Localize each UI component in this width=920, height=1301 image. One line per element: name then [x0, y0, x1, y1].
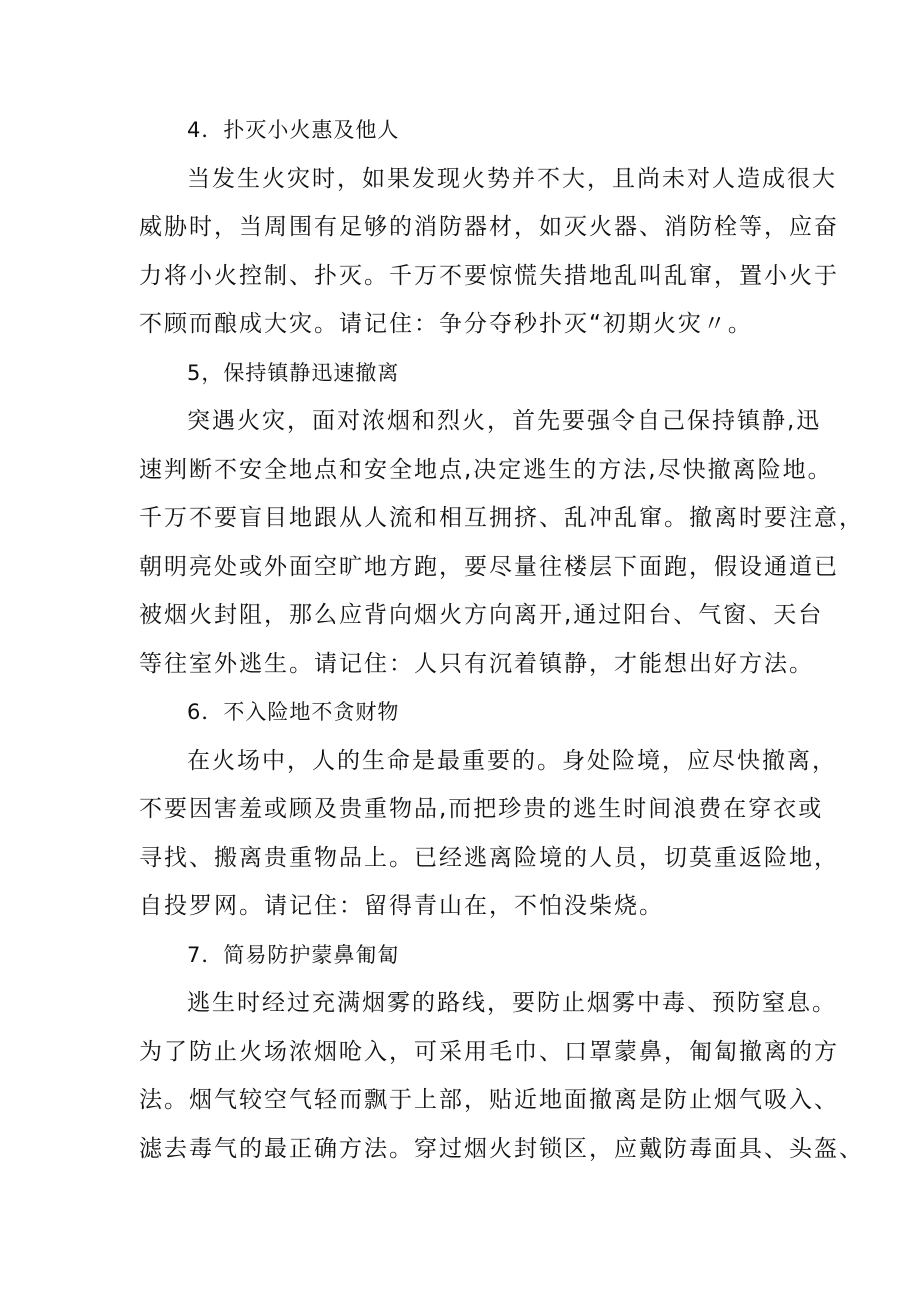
paragraph-line: 为了防止火场浓烟呛入，可采用毛巾、口罩蒙鼻，匍匐撤离的方 [139, 1038, 839, 1065]
paragraph-line: 突遇火灾，面对浓烟和烈火，首先要强令自己保持镇静,迅 [187, 408, 822, 434]
paragraph-line: 法。烟气较空气轻而飘于上部，贴近地面撤离是防止烟气吸入、 [139, 1087, 839, 1113]
document-body [139, 106, 864, 1173]
paragraph-line: 不顾而酿成大灾。请记住：争分夺秒扑灭“初期火灾〃。 [139, 311, 753, 337]
section-heading-5: 5，保持镇静迅速撤离 [187, 360, 400, 385]
paragraph-line: 朝明亮处或外面空旷地方跑，要尽量往楼层下面跑，假设通道已 [139, 553, 839, 580]
paragraph-line: 速判断不安全地点和安全地点,决定逃生的方法,尽快撤离险地。 [139, 456, 833, 483]
paragraph-line: 等往室外逃生。请记住：人只有沉着镇静，才能想出好方法。 [139, 650, 814, 677]
paragraph-line: 滤去毒气的最正确方法。穿过烟火封锁区，应戴防毒面具、头盔、 [139, 1135, 864, 1162]
section-heading-6: 6．不入险地不贪财物 [187, 700, 400, 724]
paragraph-line: 威胁时，当周围有足够的消防器材，如灭火器、消防栓等，应奋 [139, 214, 839, 240]
paragraph-line: 在火场中，人的生命是最重要的。身处险境，应尽快撤离， [187, 747, 837, 774]
section-heading-4: 4．扑灭小火惠及他人 [187, 118, 400, 142]
paragraph-line: 不要因害羞或顾及贵重物品,而把珍贵的逃生时间浪费在穿衣或 [139, 796, 824, 822]
paragraph-line: 自投罗网。请记住：留得青山在，不怕没柴烧。 [139, 893, 664, 919]
paragraph-line: 寻找、搬离贵重物品上。已经逃离险境的人员，切莫重返险地， [139, 844, 839, 871]
paragraph-line: 当发生火灾时，如果发现火势并不大，且尚未对人造成很大 [187, 165, 837, 192]
paragraph-line: 逃生时经过充满烟雾的路线，要防止烟雾中毒、预防窒息。 [187, 990, 837, 1016]
paragraph-line: 被烟火封阻，那么应背向烟火方向离开,通过阳台、气窗、天台 [139, 602, 824, 628]
paragraph-line: 千万不要盲目地跟从人流和相互拥挤、乱冲乱窜。撤离时要注意， [139, 505, 864, 531]
paragraph-line: 力将小火控制、扑灭。千万不要惊慌失措地乱叫乱窜，置小火于 [139, 262, 839, 289]
section-heading-7: 7．简易防护蒙鼻匍匐 [187, 942, 400, 967]
